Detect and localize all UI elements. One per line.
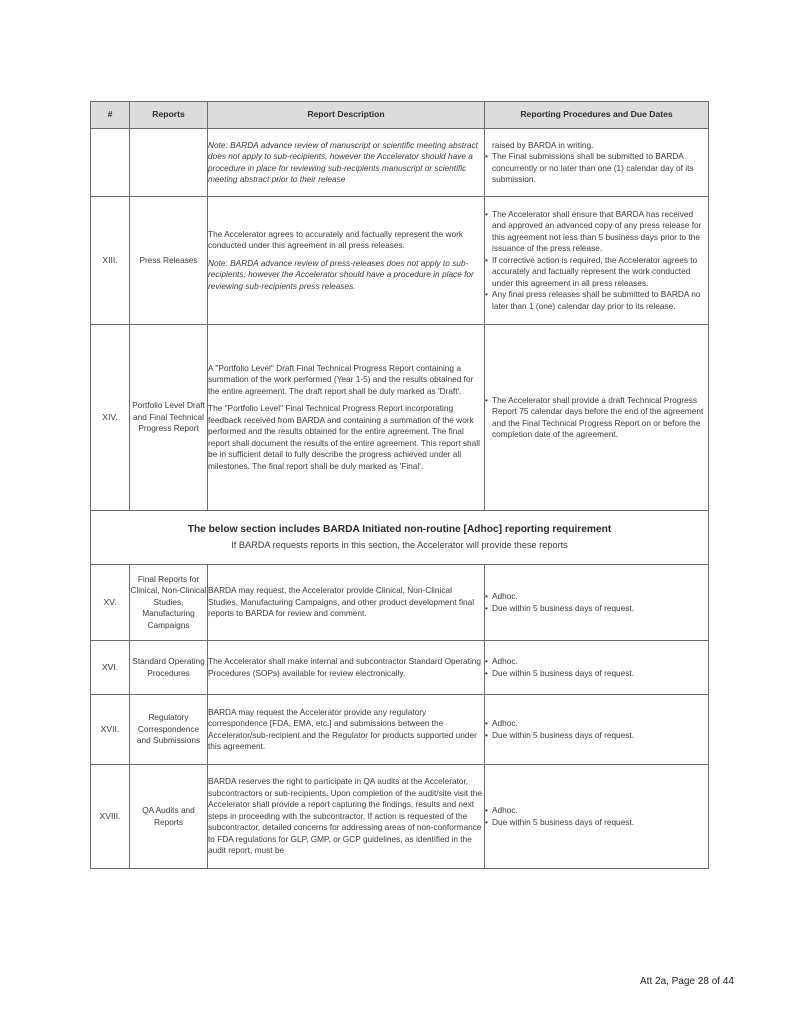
procedure-item: • The Accelerator shall provide a draft Technical Progress Report 75 calendar days before the end of the agreement and the Final Technical Progress Report on or before the completion date of the agreement. [485, 395, 708, 441]
report-description [208, 197, 485, 325]
row-number: XVIII. [91, 765, 130, 869]
procedure-item: • The Final submissions shall be submitted to BARDA concurrently or no later than one (1) calendar day of its submission. [485, 151, 708, 185]
report-description [208, 695, 485, 765]
description-paragraph: BARDA may request the Accelerator provide any regulatory correspondence [FDA, EMA, etc.] and submissions between the Accelerator/sub-recipient and the Regulator for products supported under this agreement. [208, 706, 477, 751]
reporting-procedures [485, 765, 709, 869]
table-header-row [91, 102, 709, 129]
header-number: # [91, 102, 130, 129]
adhoc-section-banner-row [91, 511, 709, 565]
procedure-item: • Due within 5 business days of request. [485, 603, 708, 614]
row-number: XVI. [91, 641, 130, 695]
report-description [208, 641, 485, 695]
procedure-item: • The Accelerator shall ensure that BARDA has received and approved an advanced copy of any press release for this agreement not less than 5 business days prior to the issuance of the press release. [485, 209, 708, 255]
report-description [208, 129, 485, 197]
description-note: Note: BARDA advance review of manuscript or scientific meeting abstract does not apply to sub-recipients, however the Accelerator should have a procedure in place for reviewing sub-recipients manuscript or scientific meeting abstract prior to their release [208, 139, 478, 184]
table-row [91, 325, 709, 511]
header-report-description: Report Description [208, 102, 485, 129]
procedure-list [485, 656, 708, 679]
report-name [130, 129, 208, 197]
procedure-list [485, 805, 708, 828]
table-row [91, 197, 709, 325]
procedure-continuation: raised by BARDA in writing. [492, 139, 594, 150]
report-name: QA Audits and Reports [130, 765, 208, 869]
description-paragraph: The "Portfolio Level" Final Technical Progress Report incorporating feedback received from BARDA and containing a summation of the work performed and the results obtained for the entire agreement. The final report shall document the results of the entire agreement. This report shall be in sufficient detail to fully describe the progress achieved under all milestones. The final report shall be duly marked as 'Final'. [208, 403, 480, 471]
reporting-procedures [485, 129, 709, 197]
adhoc-section-banner [91, 511, 709, 565]
table-row [91, 695, 709, 765]
reporting-procedures [485, 641, 709, 695]
banner-heading: The below section includes BARDA Initiated non-routine [Adhoc] reporting requirement [187, 524, 612, 536]
report-name: Standard Operating Procedures [130, 641, 208, 695]
procedure-list [485, 395, 708, 441]
report-name: Final Reports for Clinical, Non-Clinical Studies, Manufacturing Campaigns [130, 565, 208, 641]
row-number: XV. [91, 565, 130, 641]
table-row [91, 765, 709, 869]
reporting-procedures [485, 565, 709, 641]
procedure-item: • Adhoc. [485, 718, 708, 729]
procedure-item: • Adhoc. [485, 805, 708, 816]
procedure-item: • Adhoc. [485, 656, 708, 667]
page-footer: Att 2a, Page 28 of 44 [640, 976, 734, 987]
description-paragraph: The Accelerator shall make internal and subcontractor Standard Operating Procedures (SOPs) available for review electronically. [208, 656, 482, 678]
procedure-list [485, 591, 708, 614]
reporting-procedures [485, 197, 709, 325]
table-row [91, 129, 709, 197]
table-row [91, 641, 709, 695]
row-number [91, 129, 130, 197]
header-reports: Reports [130, 102, 208, 129]
procedure-item: • Adhoc. [485, 591, 708, 602]
procedure-item: • Any final press releases shall be submitted to BARDA no later than 1 (one) calendar day prior to its release. [485, 289, 708, 312]
row-number: XIV. [91, 325, 130, 511]
header-reporting-procedures: Reporting Procedures and Due Dates [485, 102, 709, 129]
banner-subheading: If BARDA requests reports in this section, the Accelerator will provide these reports [231, 540, 568, 551]
row-number: XIII. [91, 197, 130, 325]
procedure-item: • Due within 5 business days of request. [485, 730, 708, 741]
procedure-item: • Due within 5 business days of request. [485, 668, 708, 679]
description-paragraph: A "Portfolio Level" Draft Final Technical Progress Report containing a summation of the work performed (Year 1-5) and the results obtained for the entire agreement. The draft report shall be duly marked as 'Draft'. [208, 363, 474, 396]
table-row [91, 565, 709, 641]
description-paragraph: BARDA reserves the right to participate in QA audits at the Accelerator, subcontractors or sub-recipients. Upon completion of the audit/site visit the Accelerator shall provide a report capturing the findings, results and next steps in proceeding with the subcontractor. If action is requested of the subcontractor, detailed concerns for addressing areas of non-conformance to FDA regulations for GLP, GMP, or GCP guidelines, as identified in the audit report, must be [208, 776, 482, 856]
description-paragraph: BARDA may request, the Accelerator provide Clinical, Non-Clinical Studies, Manufacturing Campaigns, and other product development final reports to BARDA for review and comment. [208, 585, 475, 619]
report-description [208, 325, 485, 511]
reporting-procedures [485, 695, 709, 765]
report-name: Regulatory Correspondence and Submissions [130, 695, 208, 765]
reporting-procedures [485, 325, 709, 511]
report-name: Portfolio Level Draft and Final Technical Progress Report [130, 325, 208, 511]
procedure-list [485, 209, 708, 312]
procedure-list [485, 151, 708, 185]
row-number: XVII. [91, 695, 130, 765]
description-paragraph: The Accelerator agrees to accurately and factually represent the work conducted under this agreement in all press releases. [208, 228, 464, 251]
procedure-item: • Due within 5 business days of request. [485, 817, 708, 828]
procedure-list [485, 718, 708, 741]
description-note: Note: BARDA advance review of press-releases does not apply to sub-recipients; however the Accelerator should have a procedure in place for reviewing sub-recipients press releases. [208, 257, 474, 291]
report-name: Press Releases [130, 197, 208, 325]
report-description [208, 565, 485, 641]
reporting-requirements-table [90, 101, 709, 869]
procedure-item: • If corrective action is required, the Accelerator agrees to accurately and factually represent the work conducted under this agreement in all press releases. [485, 255, 708, 289]
report-description [208, 765, 485, 869]
